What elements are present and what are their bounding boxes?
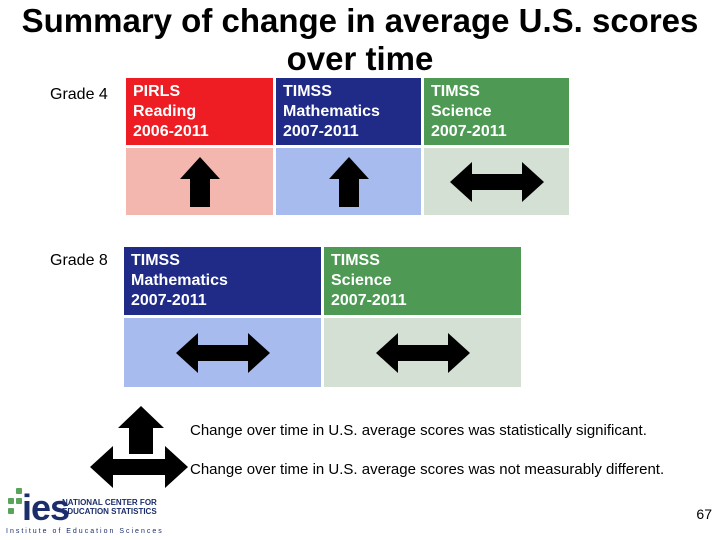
double-arrow-icon — [88, 444, 190, 490]
double-arrow-icon — [374, 331, 472, 375]
legend-significant-text: Change over time in U.S. average scores was statistically significant. — [190, 422, 647, 439]
grade8-timss-science-result — [324, 318, 524, 390]
page-number: 67 — [696, 506, 712, 522]
grade4-pirls-reading-result — [126, 148, 276, 218]
slide-title: Summary of change in average U.S. scores over time — [21, 2, 699, 77]
grade4-label: Grade 4 — [50, 86, 108, 103]
grade4-timss-science-result — [424, 148, 572, 218]
grade8-timss-math-result — [124, 318, 324, 390]
grade4-timss-math-result — [276, 148, 424, 218]
logo-dot — [8, 498, 14, 504]
grade4-timss-math-header: TIMSS Mathematics 2007-2011 — [276, 78, 424, 148]
ies-logo — [6, 487, 164, 536]
up-arrow-icon — [178, 155, 222, 209]
grade8-timss-math-header: TIMSS Mathematics 2007-2011 — [124, 247, 324, 318]
grade8-label: Grade 8 — [50, 252, 108, 269]
logo-institute-text: Institute of Education Sciences — [6, 528, 164, 535]
up-arrow-icon — [327, 155, 371, 209]
grade4-timss-science-header: TIMSS Science 2007-2011 — [424, 78, 572, 148]
logo-ies-text: ies — [22, 487, 70, 528]
grade4-pirls-reading-header: PIRLS Reading 2006-2011 — [126, 78, 276, 148]
double-arrow-icon — [448, 160, 546, 204]
double-arrow-icon — [174, 331, 272, 375]
logo-nces-text: NATIONAL CENTER FOR EDUCATION STATISTICS — [62, 498, 157, 516]
legend-not-different-text: Change over time in U.S. average scores was not measurably different. — [190, 461, 665, 478]
grade8-timss-science-header: TIMSS Science 2007-2011 — [324, 247, 524, 318]
logo-dot — [8, 508, 14, 514]
